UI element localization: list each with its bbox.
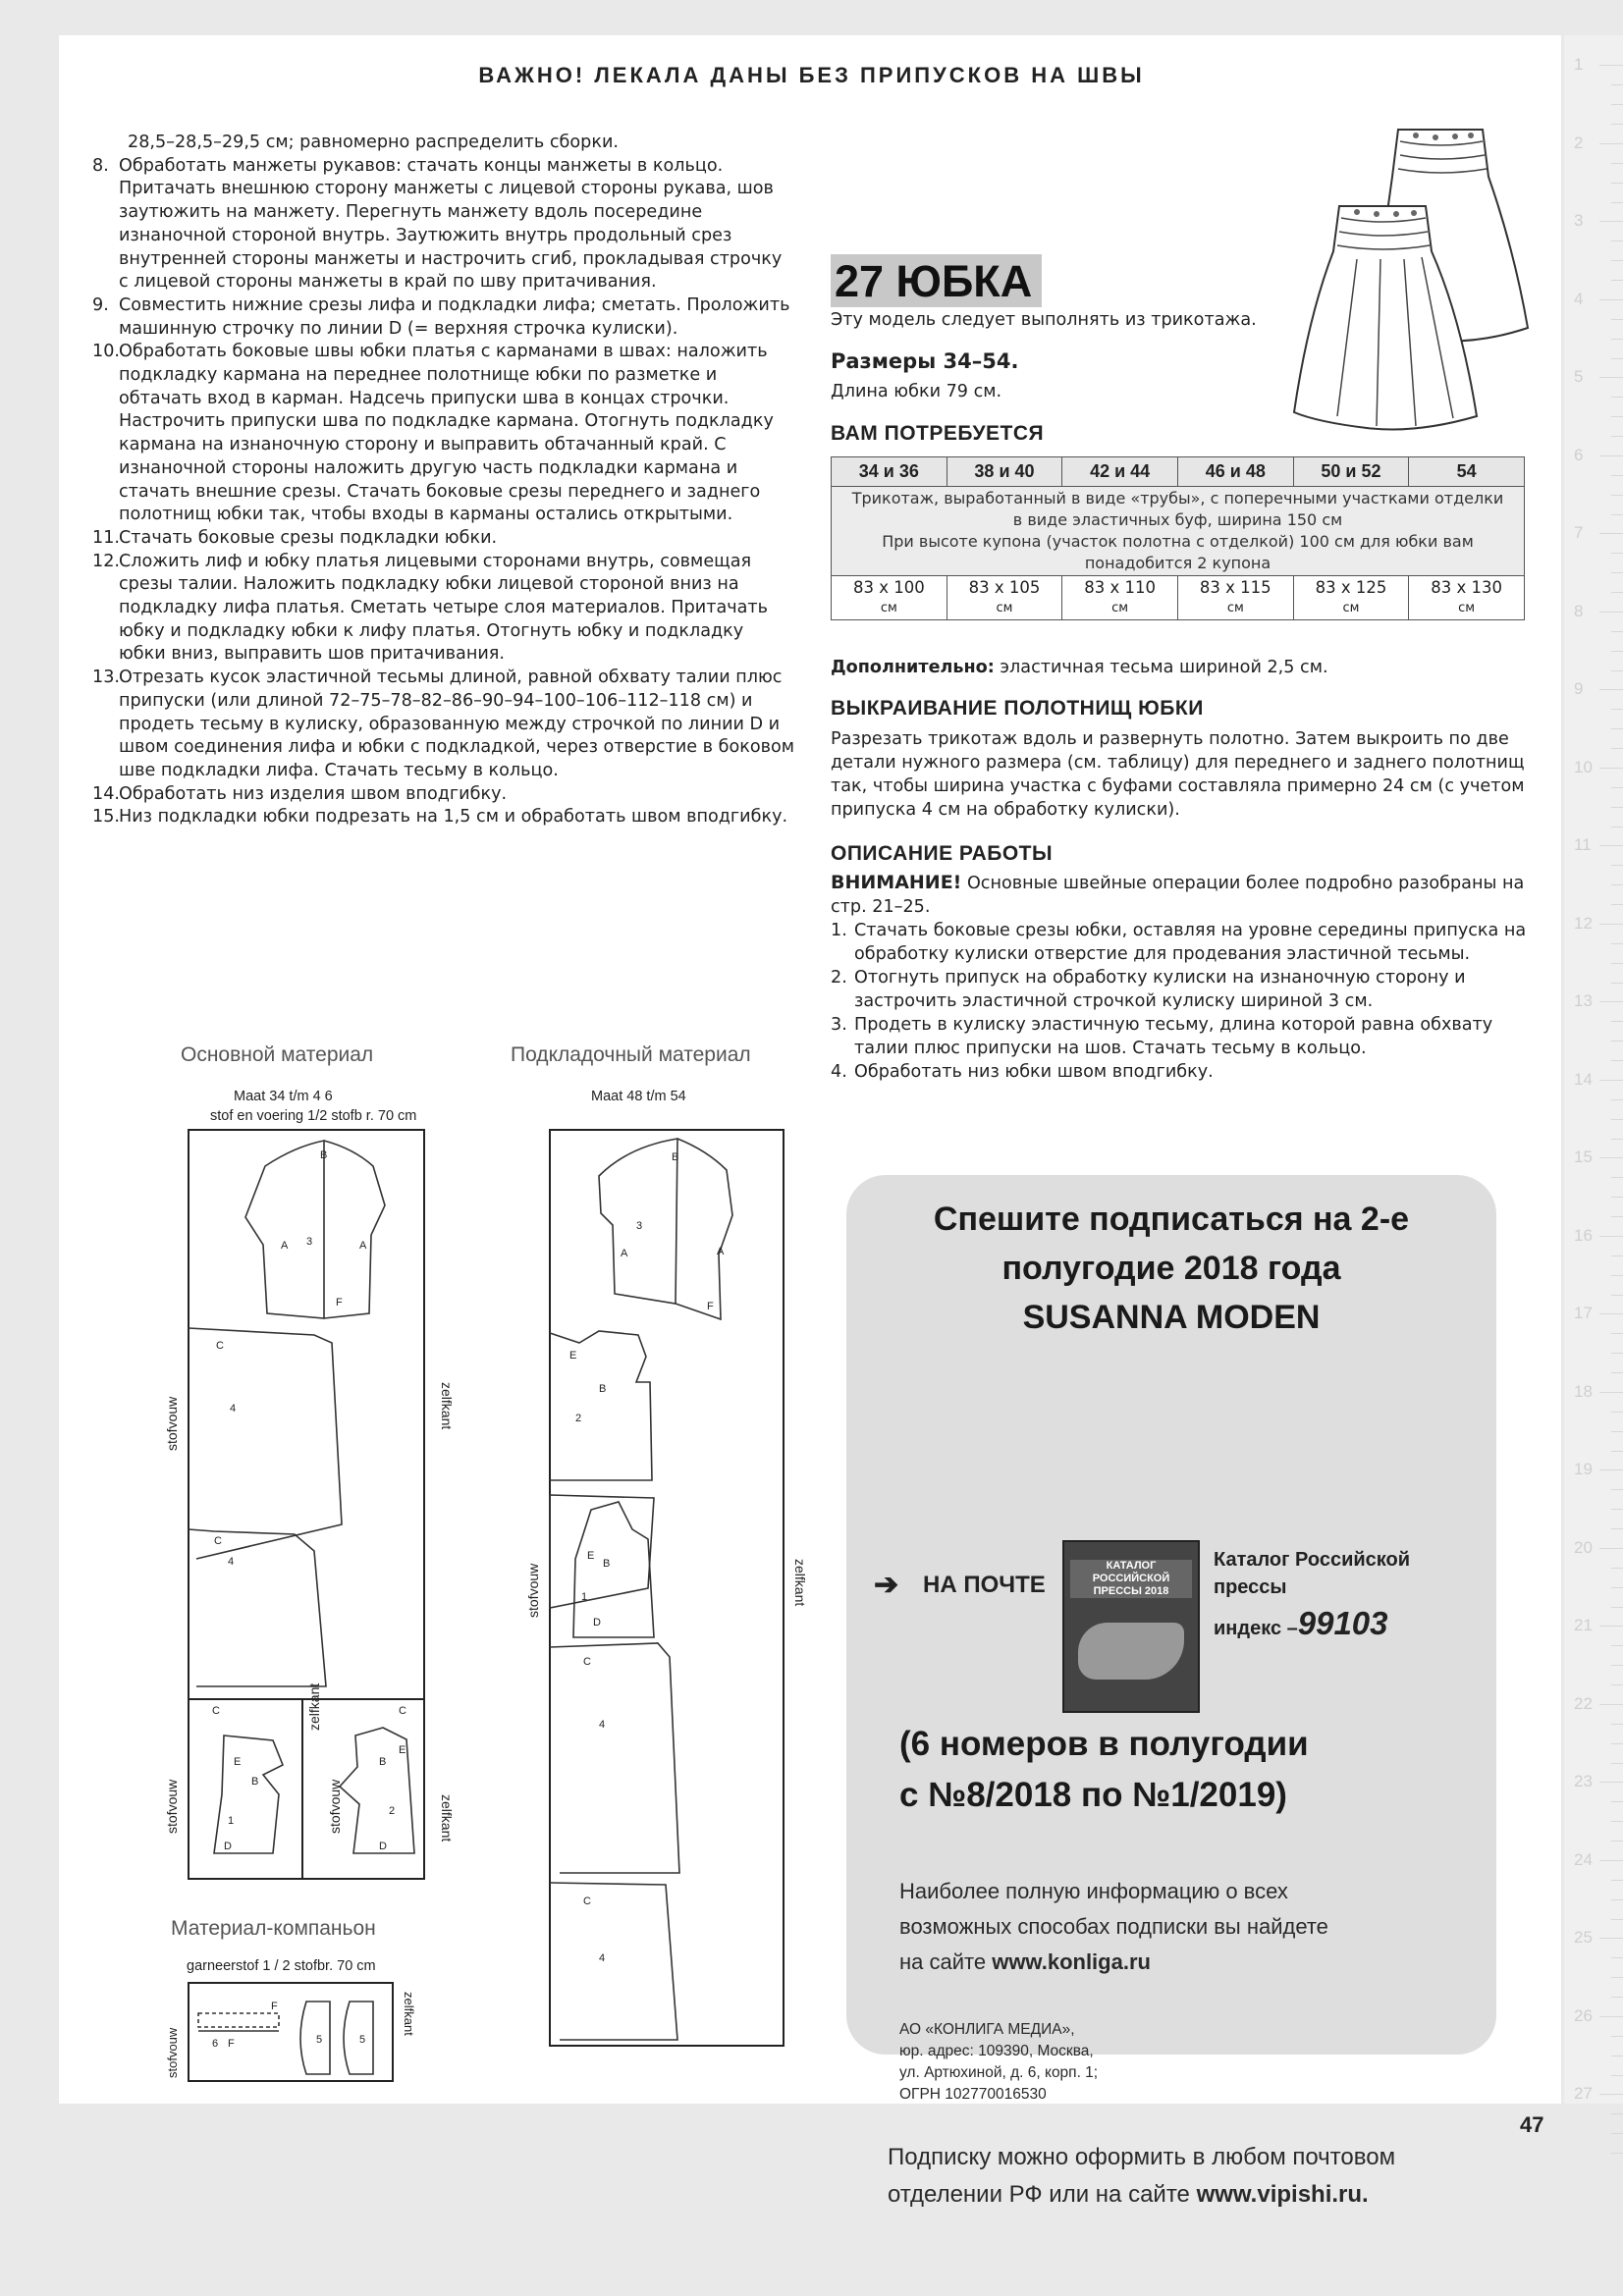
ruler-number: 10 — [1574, 757, 1593, 776]
ruler-tick — [1611, 1607, 1623, 1608]
piece-letter: A — [281, 1240, 289, 1252]
instruction-10: 10.Обработать боковые швы юбки платья с карманами в швах: наложить подкладку кармана на переднее полотнище юбки по разметке и обтачать вход в карман. Надсечь припуски шва в концах строчки. Настрочить припуски шва по подкладке кармана. Отогнуть подкладку кармана на изнаночную сторону и выправить обтачанный край. С изнаночной стороны наложить другую часть подкладки кармана и стачать внешние срезы. Стачать боковые срезы переднего и заднего полотнищ юбки так, чтобы входы в карманы остались открытыми. — [92, 342, 774, 525]
ruler-tick — [1599, 1392, 1623, 1393]
cut-heading: ВЫКРАИВАНИЕ ПОЛОТНИЩ ЮБКИ — [831, 697, 1204, 720]
ruler-tick — [1599, 924, 1623, 925]
attention-note: ВНИМАНИЕ! Основные швейные операции более подробно разобраны на стр. 21–25. — [831, 872, 1525, 917]
ruler-tick — [1599, 1938, 1623, 1939]
table-header: 42 и 44 — [1062, 457, 1178, 487]
piece-letter: C — [583, 1656, 591, 1668]
table-header: 34 и 36 — [832, 457, 947, 487]
piece-letter: E — [587, 1550, 595, 1562]
ruler-tick — [1611, 1684, 1623, 1685]
ruler-tick — [1599, 143, 1623, 144]
ruler-tick — [1599, 1782, 1623, 1783]
ruler-tick — [1599, 1548, 1623, 1549]
ruler-tick — [1611, 1665, 1623, 1666]
ruler-tick — [1611, 1957, 1623, 1958]
ruler-number: 15 — [1574, 1148, 1593, 1166]
ruler-number: 2 — [1574, 133, 1584, 152]
piece-letter: C — [212, 1705, 220, 1717]
ruler-tick — [1611, 475, 1623, 476]
ruler-tick — [1599, 1860, 1623, 1861]
grain-label: stofvouw — [525, 1563, 541, 1618]
ruler-tick — [1599, 1001, 1623, 1002]
ad-title: Спешите подписаться на 2-е полугодие 2018 года SUSANNA MODEN — [933, 1201, 1410, 1336]
ruler-tick — [1599, 1157, 1623, 1158]
ruler-tick — [1611, 2075, 1623, 2076]
ruler-tick — [1611, 1568, 1623, 1569]
ruler-tick — [1611, 1724, 1623, 1725]
main-material-layout — [157, 1127, 455, 1883]
ruler-tick — [1611, 1021, 1623, 1022]
page-header: ВАЖНО! ЛЕКАЛА ДАНЫ БЕЗ ПРИПУСКОВ НА ШВЫ — [478, 63, 1145, 87]
ruler-tick — [1611, 631, 1623, 632]
piece-letter: F — [271, 2001, 278, 2012]
ruler-tick — [1611, 1880, 1623, 1881]
ruler-tick — [1611, 1743, 1623, 1744]
work-step: 4. Обработать низ юбки швом вподгибку. — [831, 1062, 1214, 1082]
ruler-tick — [1611, 827, 1623, 828]
ruler-tick — [1611, 1801, 1623, 1802]
lining-material-layout — [520, 1127, 808, 2050]
ruler-tick — [1611, 240, 1623, 241]
instruction-15: 15.Низ подкладки юбки подрезать на 1,5 см и обработать швом вподгибку. — [92, 807, 788, 828]
catalog-index: индекс –99103 — [1214, 1605, 1388, 1641]
lining-material-label: Подкладочный материал — [511, 1043, 751, 1066]
ruler-tick — [1611, 1919, 1623, 1920]
ruler-tick — [1599, 1626, 1623, 1627]
piece-letter: C — [399, 1705, 406, 1717]
fabric-description: Трикотаж, выработанный в виде «трубы», с поперечными участками отделки в виде эластичных буф, ширина 150 см При высоте купона (участок полотна с отделкой) 100 см для юбки вам понадобится 2 купона — [832, 487, 1525, 576]
ruler-tick — [1599, 845, 1623, 846]
piece-number: 1 — [581, 1591, 588, 1603]
piece-letter: B — [603, 1558, 611, 1570]
piece-number: 2 — [389, 1805, 396, 1817]
piece-letter: F — [707, 1301, 714, 1312]
piece-number: 5 — [316, 2034, 323, 2046]
ruler-tick — [1611, 1528, 1623, 1529]
ruler-tick — [1599, 455, 1623, 456]
piece-number: 3 — [306, 1236, 313, 1248]
ruler-tick — [1611, 709, 1623, 710]
ruler-tick — [1611, 670, 1623, 671]
fold-label: zelfkant — [439, 1382, 455, 1430]
piece-letter: B — [599, 1383, 607, 1395]
ruler-tick — [1611, 651, 1623, 652]
piece-letter: E — [569, 1350, 577, 1362]
piece-number: 1 — [228, 1815, 235, 1827]
piece-letter: A — [621, 1248, 628, 1259]
work-step: 2. Отогнуть припуск на обработку кулиски на изнаночную сторону и застрочить эластичной строчкой кулиску шириной 3 см. — [831, 968, 1466, 1011]
ruler-tick — [1599, 2094, 1623, 2095]
instruction-7-continued: 28,5–28,5–29,5 см; равномерно распределить сборки. — [128, 133, 619, 152]
catalog-cover-image — [1062, 1540, 1200, 1713]
ruler-tick — [1611, 1333, 1623, 1334]
extra-materials: Дополнительно: эластичная тесьма шириной 2,5 см. — [831, 658, 1328, 677]
table-cell: 83 x 100 см — [832, 576, 947, 620]
ruler-tick — [1611, 884, 1623, 885]
ruler-number: 16 — [1574, 1225, 1593, 1245]
fabric-table — [831, 456, 1525, 620]
ruler-tick — [1611, 2133, 1623, 2134]
ruler-tick — [1611, 202, 1623, 203]
ruler-number: 13 — [1574, 991, 1593, 1010]
ruler-tick — [1611, 1509, 1623, 1510]
table-cell: 83 x 115 см — [1177, 576, 1293, 620]
piece-number: 3 — [636, 1220, 643, 1232]
piece-letter: F — [336, 1297, 343, 1308]
ruler-tick — [1611, 1255, 1623, 1256]
ruler-tick — [1599, 689, 1623, 690]
piece-number: 4 — [599, 1719, 606, 1731]
ruler-number: 23 — [1574, 1772, 1593, 1790]
ruler-tick — [1611, 104, 1623, 105]
ruler-tick — [1611, 1295, 1623, 1296]
piece-letter: A — [359, 1240, 367, 1252]
ruler-tick — [1611, 1763, 1623, 1764]
companion-material-layout — [157, 1980, 422, 2088]
ruler-tick — [1599, 221, 1623, 222]
ruler-tick — [1611, 2113, 1623, 2114]
ruler-tick — [1611, 280, 1623, 281]
model-intro: Эту модель следует выполнять из трикотажа. — [831, 310, 1257, 330]
subscription-ad — [846, 1175, 1496, 2208]
ruler-tick — [1611, 1060, 1623, 1061]
table-header: 46 и 48 — [1177, 457, 1293, 487]
piece-number: 4 — [228, 1556, 235, 1568]
ruler-tick — [1611, 904, 1623, 905]
ruler-number: 4 — [1574, 289, 1584, 308]
ruler-tick — [1611, 1216, 1623, 1217]
work-step: 1. Стачать боковые срезы юбки, оставляя на уровне середины припуска на обработку кулиски отверстие для продевания эластичной тесьмы. — [831, 921, 1527, 964]
ruler-tick — [1611, 514, 1623, 515]
piece-number: 6 — [212, 2038, 219, 2050]
ruler-tick — [1599, 377, 1623, 378]
work-step: 3. Продеть в кулиску эластичную тесьму, длина которой равна обхвату талии плюс припуски на шов. Стачать тесьму в кольцо. — [831, 1015, 1493, 1058]
ruler-number: 8 — [1574, 601, 1584, 620]
piece-letter: C — [214, 1535, 222, 1547]
ruler-tick — [1611, 1899, 1623, 1900]
ruler-tick — [1611, 397, 1623, 398]
table-header: 50 и 52 — [1293, 457, 1409, 487]
piece-letter: E — [234, 1756, 242, 1768]
arrow-right-icon: ➔ — [874, 1569, 899, 1601]
ruler-tick — [1611, 358, 1623, 359]
table-header: 38 и 40 — [947, 457, 1062, 487]
ruler-number: 20 — [1574, 1537, 1593, 1557]
piece-letter: A — [717, 1246, 725, 1257]
need-heading: ВАМ ПОТРЕБУЕТСЯ — [831, 422, 1045, 445]
legal-info: АО «КОНЛИГА МЕДИА», юр. адрес: 109390, Москва, ул. Артюхиной, д. 6, корп. 1; ОГРН 102770016530 — [899, 2021, 1099, 2103]
piece-letter: C — [216, 1340, 224, 1352]
instruction-14: 14.Обработать низ изделия швом вподгибку. — [92, 783, 508, 804]
ruler-tick — [1599, 299, 1623, 300]
model-length: Длина юбки 79 см. — [831, 382, 1002, 401]
ruler-tick — [1611, 1099, 1623, 1100]
ruler-tick — [1599, 2016, 1623, 2017]
piece-letter: B — [379, 1756, 387, 1768]
piece-letter: E — [399, 1744, 406, 1756]
ruler-tick — [1599, 1469, 1623, 1470]
issues-note: (6 номеров в полугодии с №8/2018 по №1/2019) — [899, 1725, 1309, 1814]
ruler-tick — [1611, 983, 1623, 984]
ruler-tick — [1611, 748, 1623, 749]
ruler-tick — [1611, 1139, 1623, 1140]
piece-letter: F — [228, 2038, 235, 2050]
ruler-tick — [1611, 495, 1623, 496]
map-icon — [1078, 1623, 1184, 1680]
ruler-tick — [1599, 533, 1623, 534]
ruler-tick — [1611, 1177, 1623, 1178]
catalog-name: Каталог Российской прессы — [1214, 1549, 1411, 1598]
ruler-tick — [1611, 183, 1623, 184]
fold-label: zelfkant — [306, 1682, 322, 1731]
piece-number: 2 — [575, 1413, 582, 1424]
piece-letter: B — [251, 1776, 259, 1788]
ruler-tick — [1611, 1353, 1623, 1354]
ruler-tick — [1611, 807, 1623, 808]
table-cell: 83 x 125 см — [1293, 576, 1409, 620]
lining-size-label: Maat 48 t/m 54 — [591, 1089, 686, 1104]
ruler-tick — [1611, 963, 1623, 964]
ruler-number: 3 — [1574, 211, 1584, 230]
ruler-tick — [1611, 1645, 1623, 1646]
ruler-tick — [1611, 1275, 1623, 1276]
piece-letter: D — [379, 1841, 387, 1852]
ruler-tick — [1611, 1587, 1623, 1588]
ruler-tick — [1611, 339, 1623, 340]
model-title: 27 ЮБКА — [835, 256, 1033, 306]
post-label: НА ПОЧТЕ — [923, 1572, 1046, 1598]
ruler-number: 11 — [1574, 835, 1592, 854]
ruler-number: 1 — [1574, 55, 1584, 74]
main-fabric-label: stof en voering 1/2 stofb r. 70 cm — [210, 1108, 417, 1124]
instruction-8: 8. Обработать манжеты рукавов: стачать концы манжеты в кольцо. Притачать внешнюю сторону манжеты с лицевой стороны рукава, шов заутюжить на манжету. Перегнуть манжету вдоль посередине изнаночной стороной внутрь. Заутюжить внутрь продольный срез внутренней стороны манжеты и настрочить сгиб, прокладывая строчку с лицевой стороны манжеты в край по шву притачивания. — [92, 155, 783, 293]
ruler-tick — [1611, 163, 1623, 164]
ruler-number: 27 — [1574, 2084, 1593, 2103]
ruler-tick — [1611, 1119, 1623, 1120]
cut-text: Разрезать трикотаж вдоль и развернуть полотно. Затем выкроить по две детали нужного размера (см. таблицу) для переднего и заднего полотнищ так, чтобы ширина участка с буфами составляла примерно 24 см (с учетом припуска 4 см на обработку кулиски). — [831, 729, 1525, 820]
ruler-number: 18 — [1574, 1381, 1593, 1401]
table-header-row — [832, 457, 1525, 487]
ruler-number: 25 — [1574, 1928, 1593, 1947]
table-row — [832, 576, 1525, 620]
ruler-number: 24 — [1574, 1849, 1593, 1869]
ruler-tick — [1611, 553, 1623, 554]
ruler-tick — [1599, 768, 1623, 769]
ruler-number: 12 — [1574, 913, 1593, 933]
ruler-tick — [1611, 572, 1623, 573]
model-sizes: Размеры 34–54. — [831, 349, 1019, 373]
ruler-number: 5 — [1574, 367, 1584, 386]
piece-number: 4 — [599, 1952, 606, 1964]
piece-letter: C — [583, 1896, 591, 1907]
ruler-number: 21 — [1574, 1616, 1593, 1634]
ruler-tick — [1611, 416, 1623, 417]
ruler-tick — [1611, 865, 1623, 866]
ruler-tick — [1611, 1997, 1623, 1998]
instruction-9: 9. Совместить нижние срезы лифа и подкладки лифа; сметать. Проложить машинную строчку по линии D (= верхняя строчка кулиски). — [92, 294, 790, 339]
ruler-tick — [1599, 612, 1623, 613]
fold-label: zelfkant — [439, 1794, 455, 1842]
table-cell: 83 x 110 см — [1062, 576, 1178, 620]
piece-number: 5 — [359, 2034, 366, 2046]
ruler-number: 26 — [1574, 2005, 1593, 2025]
main-material-label: Основной материал — [181, 1043, 374, 1066]
page-number: 47 — [1520, 2112, 1544, 2137]
work-steps — [831, 919, 1530, 1084]
vipishi-link[interactable]: www.vipishi.ru. — [1196, 2181, 1369, 2208]
ruler-tick — [1611, 1451, 1623, 1452]
ruler-tick — [1611, 319, 1623, 320]
grain-label: stofvouw — [164, 1396, 180, 1451]
ruler-tick — [1611, 2153, 1623, 2154]
companion-material-label: Материал-компаньон — [171, 1917, 376, 1940]
table-cell: 83 x 130 см — [1409, 576, 1525, 620]
ruler-tick — [1611, 728, 1623, 729]
ruler-tick — [1611, 2036, 1623, 2037]
piece-number: 4 — [230, 1403, 237, 1415]
ruler-tick — [1611, 787, 1623, 788]
ruler-number: 7 — [1574, 523, 1584, 542]
piece-letter: B — [320, 1149, 328, 1161]
instruction-12: 12.Сложить лиф и юбку платья лицевыми сторонами внутрь, совмещая срезы талии. Наложить подкладку юбки лицевой стороной вниз на подкладку лифа платья. Сметать четыре слоя материалов. Притачать юбку и подкладку юбки к лифу платья. Отогнуть юбку и подкладку юбки вниз, выправить шов притачивания. — [92, 551, 769, 665]
grain-label: stofvouw — [164, 1779, 180, 1834]
side-ruler — [1564, 35, 1623, 2104]
ruler-tick — [1611, 592, 1623, 593]
ruler-tick — [1611, 1197, 1623, 1198]
left-instructions — [92, 132, 795, 829]
ruler-number: 17 — [1574, 1304, 1593, 1322]
ruler-tick — [1599, 1704, 1623, 1705]
work-heading: ОПИСАНИЕ РАБОТЫ — [831, 842, 1054, 865]
piece-letter: B — [672, 1151, 679, 1163]
ruler-tick — [1611, 1489, 1623, 1490]
ruler-tick — [1611, 1372, 1623, 1373]
piece-letter: D — [593, 1617, 601, 1629]
catalog-cover-title: КАТАЛОГ РОССИЙСКОЙ ПРЕССЫ 2018 — [1070, 1560, 1192, 1598]
fold-label: zelfkant — [792, 1559, 808, 1607]
ruler-tick — [1611, 1412, 1623, 1413]
ruler-number: 6 — [1574, 445, 1584, 464]
ruler-tick — [1611, 1977, 1623, 1978]
table-row — [832, 487, 1525, 576]
ruler-tick — [1611, 436, 1623, 437]
ruler-tick — [1599, 1080, 1623, 1081]
ad-bottom-text: Подписку можно оформить в любом почтовом отделении РФ или на сайте www.vipishi.ru. — [888, 2144, 1396, 2208]
ruler-tick — [1599, 1236, 1623, 1237]
ruler-tick — [1611, 260, 1623, 261]
model-title-box — [831, 254, 1042, 307]
ruler-number: 14 — [1574, 1069, 1593, 1089]
ruler-tick — [1599, 1313, 1623, 1314]
ruler-tick — [1611, 1431, 1623, 1432]
main-size-label: Maat 34 t/m 4 6 — [234, 1089, 333, 1104]
companion-fabric-label: garneerstof 1 / 2 stofbr. 70 cm — [187, 1958, 376, 1974]
info-text: Наиболее полную информацию о всех возможных способах подписки вы найдете на сайте www.konliga.ru — [899, 1879, 1328, 1974]
instruction-11: 11.Стачать боковые срезы подкладки юбки. — [92, 527, 498, 548]
ruler-number: 22 — [1574, 1693, 1593, 1713]
table-cell: 83 x 105 см — [947, 576, 1062, 620]
table-header: 54 — [1409, 457, 1525, 487]
grain-label: stofvouw — [165, 2027, 180, 2078]
ruler-tick — [1611, 1841, 1623, 1842]
grain-label: stofvouw — [327, 1779, 343, 1834]
ruler-tick — [1611, 124, 1623, 125]
konliga-link[interactable]: www.konliga.ru — [992, 1949, 1151, 1974]
ruler-tick — [1611, 1821, 1623, 1822]
fold-label: zelfkant — [402, 1992, 416, 2036]
instruction-13: 13.Отрезать кусок эластичной тесьмы длиной, равной обхвату талии плюс припуски (или длиной 72–75–78–82–86–90–94–100–106–112–118 см) и продеть тесьму в кулиску, образованную между строчкой по линии D и швом соединения лифа и юбки с подкладкой, через отверстие в боковом шве подкладки лифа. Стачать тесьму в кольцо. — [92, 667, 795, 780]
piece-letter: D — [224, 1841, 232, 1852]
ruler-number: 19 — [1574, 1460, 1593, 1478]
ruler-tick — [1611, 943, 1623, 944]
ruler-number: 9 — [1574, 679, 1584, 698]
